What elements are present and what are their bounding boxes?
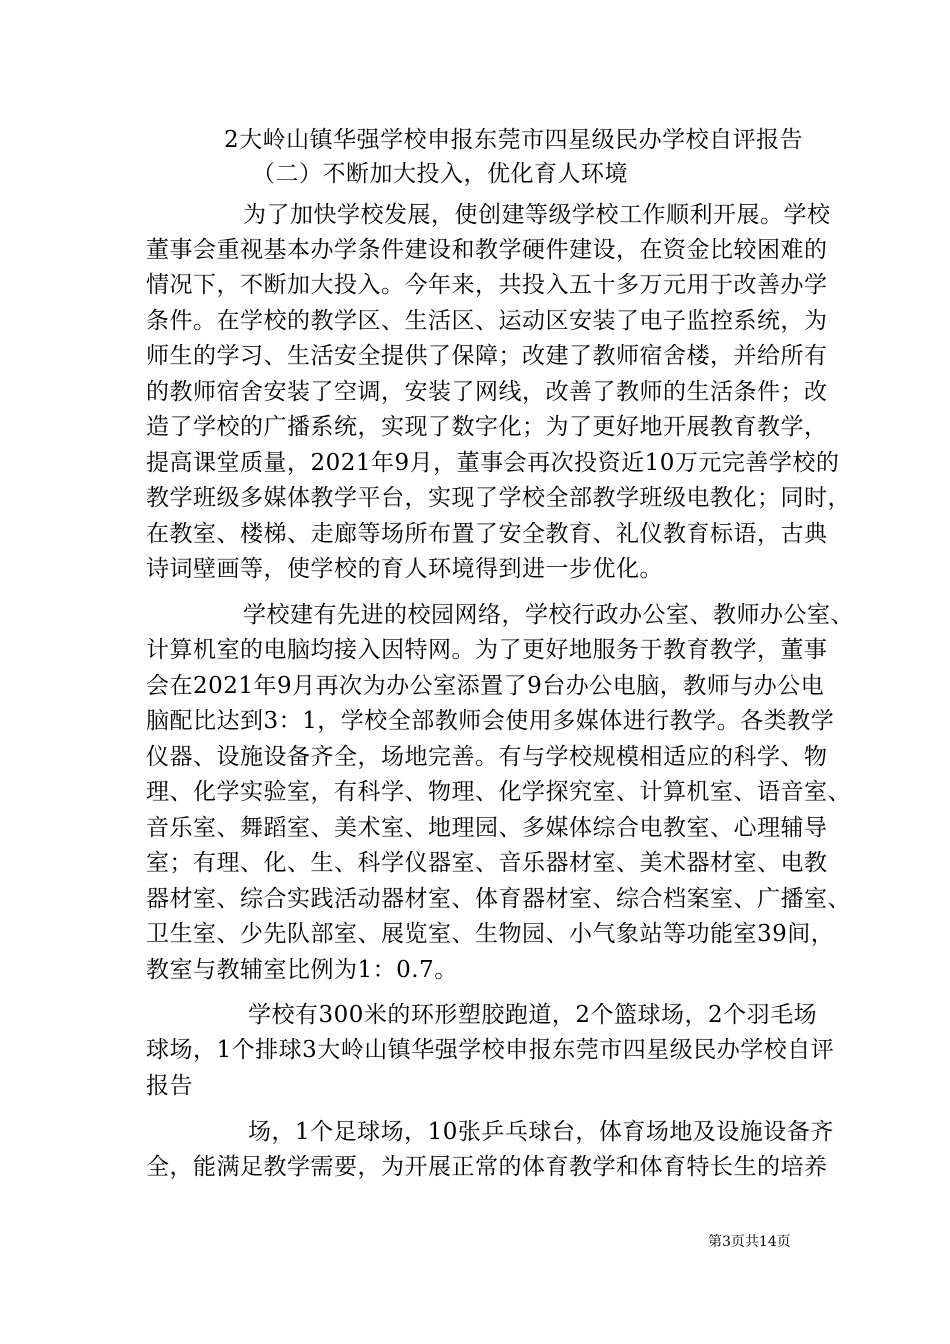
- page-number: 第3页共14页: [708, 1234, 791, 1250]
- paragraph-line: 师生的学习、生活安全提供了保障；改建了教师宿舍楼，并给所有: [146, 343, 828, 369]
- paragraph-line: 场，1个足球场，10张乒乓球台，体育场地及设施设备齐: [248, 1119, 834, 1145]
- paragraph-line: 会在2021年9月再次为办公室添置了9台办公电脑，教师与办公电: [146, 673, 825, 699]
- paragraph-line: 为了加快学校发展，使创建等级学校工作顺利开展。学校: [243, 202, 831, 228]
- paragraph-line: 学校建有先进的校园网络，学校行政办公室、教师办公室、: [243, 602, 854, 628]
- section-heading: （二）不断加大投入，优化育人环境: [252, 161, 628, 187]
- paragraph-line: 董事会重视基本办学条件建设和教学硬件建设，在资金比较困难的: [146, 237, 828, 263]
- paragraph-line: 学校有300米的环形塑胶跑道，2个篮球场，2个羽毛场: [248, 1002, 818, 1028]
- running-header: 2大岭山镇华强学校申报东莞市四星级民办学校自评报告: [224, 127, 804, 153]
- paragraph-line: 教学班级多媒体教学平台，实现了学校全部教学班级电教化；同时，: [146, 485, 851, 511]
- paragraph-line: 室；有理、化、生、科学仪器室、音乐器材室、美术器材室、电教: [146, 850, 828, 876]
- paragraph-line: 提高课堂质量，2021年9月，董事会再次投资近10万元完善学校的: [146, 450, 840, 476]
- paragraph-line: 在教室、楼梯、走廊等场所布置了安全教育、礼仪教育标语，古典: [146, 521, 828, 547]
- paragraph-line: 情况下，不断加大投入。今年来，共投入五十多万元用于改善办学: [146, 272, 828, 298]
- paragraph-line: 诗词壁画等，使学校的育人环境得到进一步优化。: [146, 556, 663, 582]
- paragraph-line: 脑配比达到3：1，学校全部教师会使用多媒体进行教学。各类教学: [146, 708, 835, 734]
- paragraph-line: 计算机室的电脑均接入因特网。为了更好地服务于教育教学，董事: [146, 637, 828, 663]
- paragraph-line: 教室与教辅室比例为1：0.7。: [146, 957, 458, 983]
- paragraph-line: 报告: [146, 1073, 193, 1099]
- paragraph-line: 卫生室、少先队部室、展览室、生物园、小气象站等功能室39间，: [146, 921, 835, 947]
- paragraph-line: 球场，1个排球3大岭山镇华强学校申报东莞市四星级民办学校自评: [146, 1037, 835, 1063]
- paragraph-line: 器材室、综合实践活动器材室、体育器材室、综合档案室、广播室、: [146, 886, 851, 912]
- paragraph-line: 音乐室、舞蹈室、美术室、地理园、多媒体综合电教室、心理辅导: [146, 815, 828, 841]
- paragraph-line: 条件。在学校的教学区、生活区、运动区安装了电子监控系统，为: [146, 308, 828, 334]
- paragraph-line: 理、化学实验室，有科学、物理、化学探究室、计算机室、语音室、: [146, 779, 851, 805]
- paragraph-line: 全，能满足教学需要，为开展正常的体育教学和体育特长生的培养: [146, 1154, 828, 1180]
- paragraph-line: 仪器、设施设备齐全，场地完善。有与学校规模相适应的科学、物: [146, 744, 828, 770]
- paragraph-line: 的教师宿舍安装了空调，安装了网线，改善了教师的生活条件；改: [146, 379, 828, 405]
- paragraph-line: 造了学校的广播系统，实现了数字化；为了更好地开展教育教学，: [146, 414, 828, 440]
